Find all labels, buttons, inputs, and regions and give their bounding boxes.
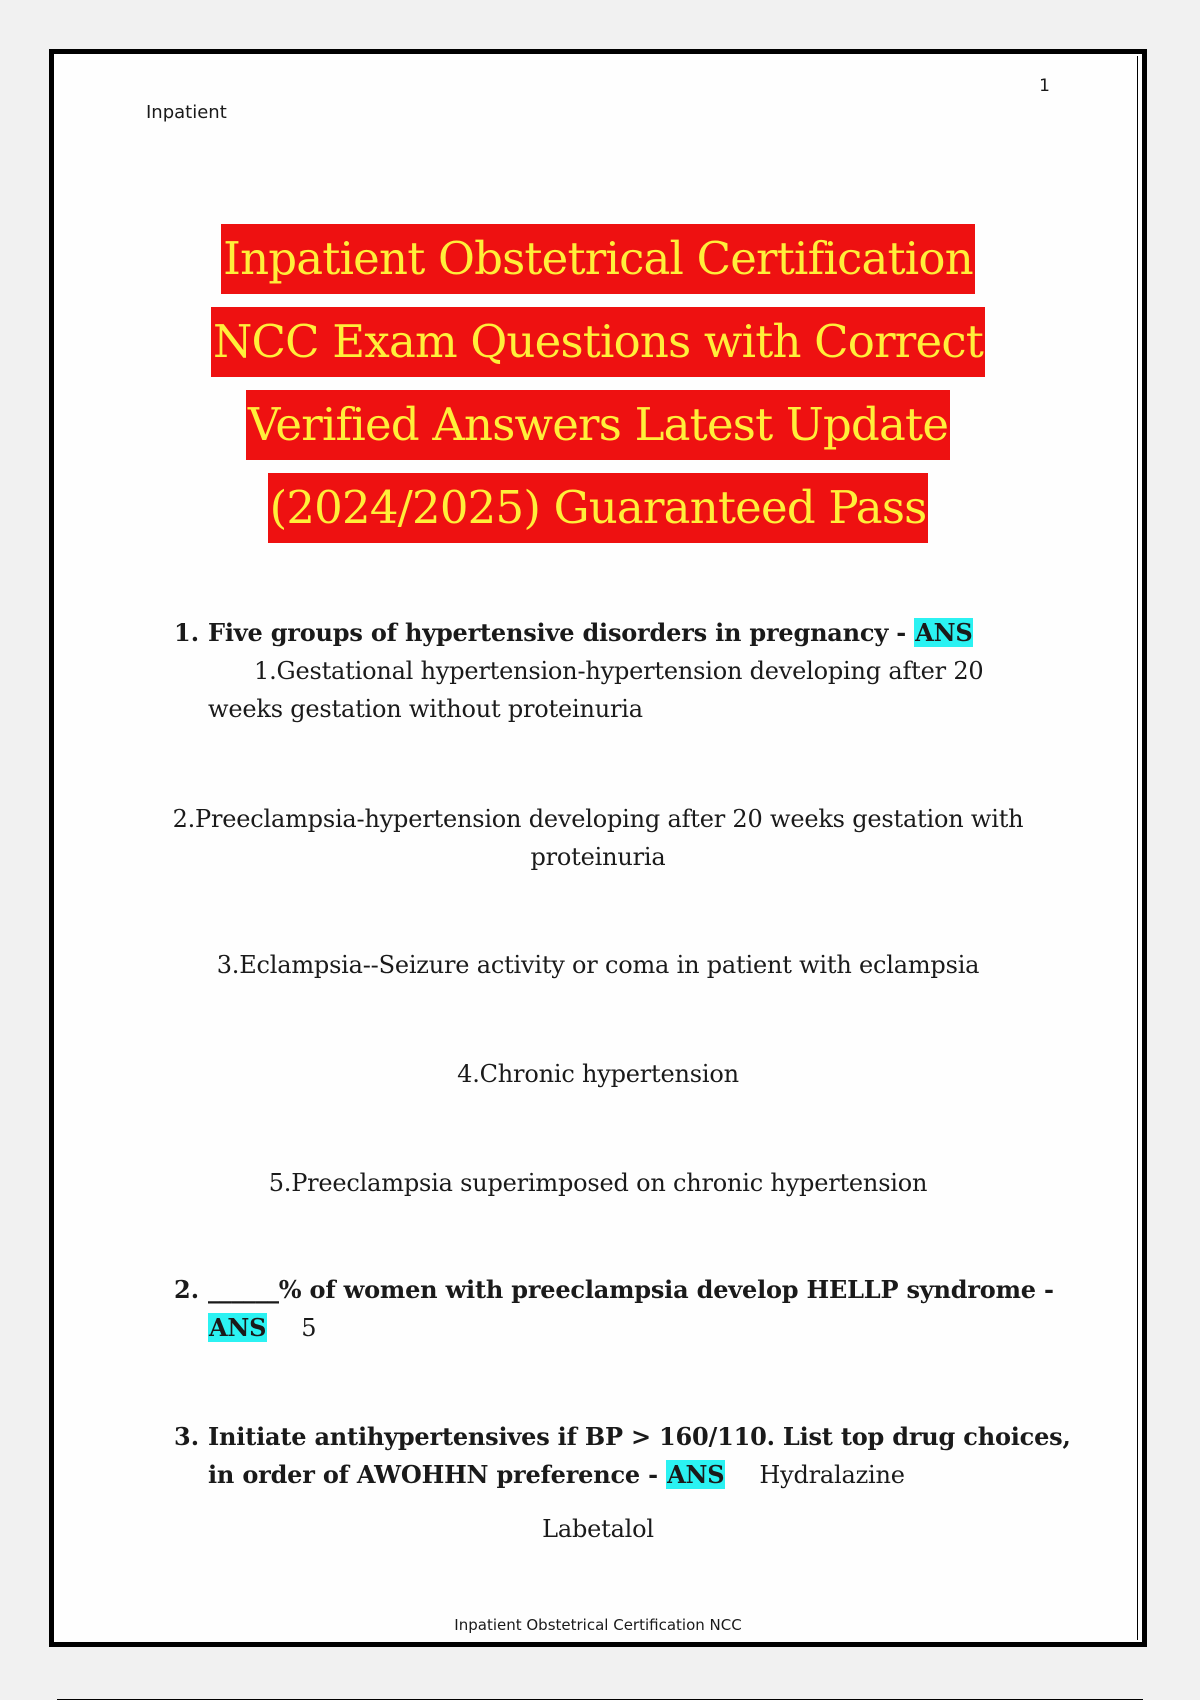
answer-line: proteinuria xyxy=(530,843,666,871)
answer-value: Hydralazine xyxy=(759,1461,905,1489)
running-head: Inpatient xyxy=(146,102,227,123)
document-title xyxy=(54,224,1142,556)
question-text: Five groups of hypertensive disorders in pregnancy - xyxy=(208,618,906,647)
ans-label: ANS xyxy=(667,1460,725,1489)
question-1 xyxy=(174,614,973,652)
question-text-line-2: in order of AWOHHN preference - xyxy=(208,1460,658,1489)
answer-line: Labetalol xyxy=(542,1515,654,1543)
page-number: 1 xyxy=(1039,76,1050,96)
document-page xyxy=(49,49,1147,1647)
title-line-4: (2024/2025) Guaranteed Pass xyxy=(268,473,929,543)
question-3 xyxy=(174,1418,1071,1494)
answer-line: 4.Chronic hypertension xyxy=(457,1060,739,1088)
question-2 xyxy=(174,1271,1054,1347)
ans-label: ANS xyxy=(209,1313,267,1342)
ans-label: ANS xyxy=(915,618,973,647)
answer-line: weeks gestation without proteinuria xyxy=(208,695,643,723)
answer-line: 2.Preeclampsia-hypertension developing after 20 weeks gestation with xyxy=(172,805,1024,833)
answer-line: 5.Preeclampsia superimposed on chronic hypertension xyxy=(268,1169,928,1197)
answer-value: 5 xyxy=(301,1314,317,1342)
answer-line: 1.Gestational hypertension-hypertension developing after 20 xyxy=(254,657,984,685)
question-number: 2. xyxy=(174,1275,200,1304)
question-text-line-1: Initiate antihypertensives if BP > 160/110. List top drug choices, xyxy=(208,1422,1071,1451)
answer-line: 3.Eclampsia--Seizure activity or coma in patient with eclampsia xyxy=(216,951,980,979)
page-footer: Inpatient Obstetrical Certification NCC xyxy=(454,1616,742,1634)
question-number: 1. xyxy=(174,618,200,647)
title-line-1: Inpatient Obstetrical Certification xyxy=(221,224,975,294)
question-number: 3. xyxy=(174,1422,200,1451)
title-line-3: Verified Answers Latest Update xyxy=(246,390,950,460)
question-text: ______% of women with preeclampsia develop HELLP syndrome - xyxy=(208,1275,1054,1304)
title-line-2: NCC Exam Questions with Correct xyxy=(211,307,985,377)
